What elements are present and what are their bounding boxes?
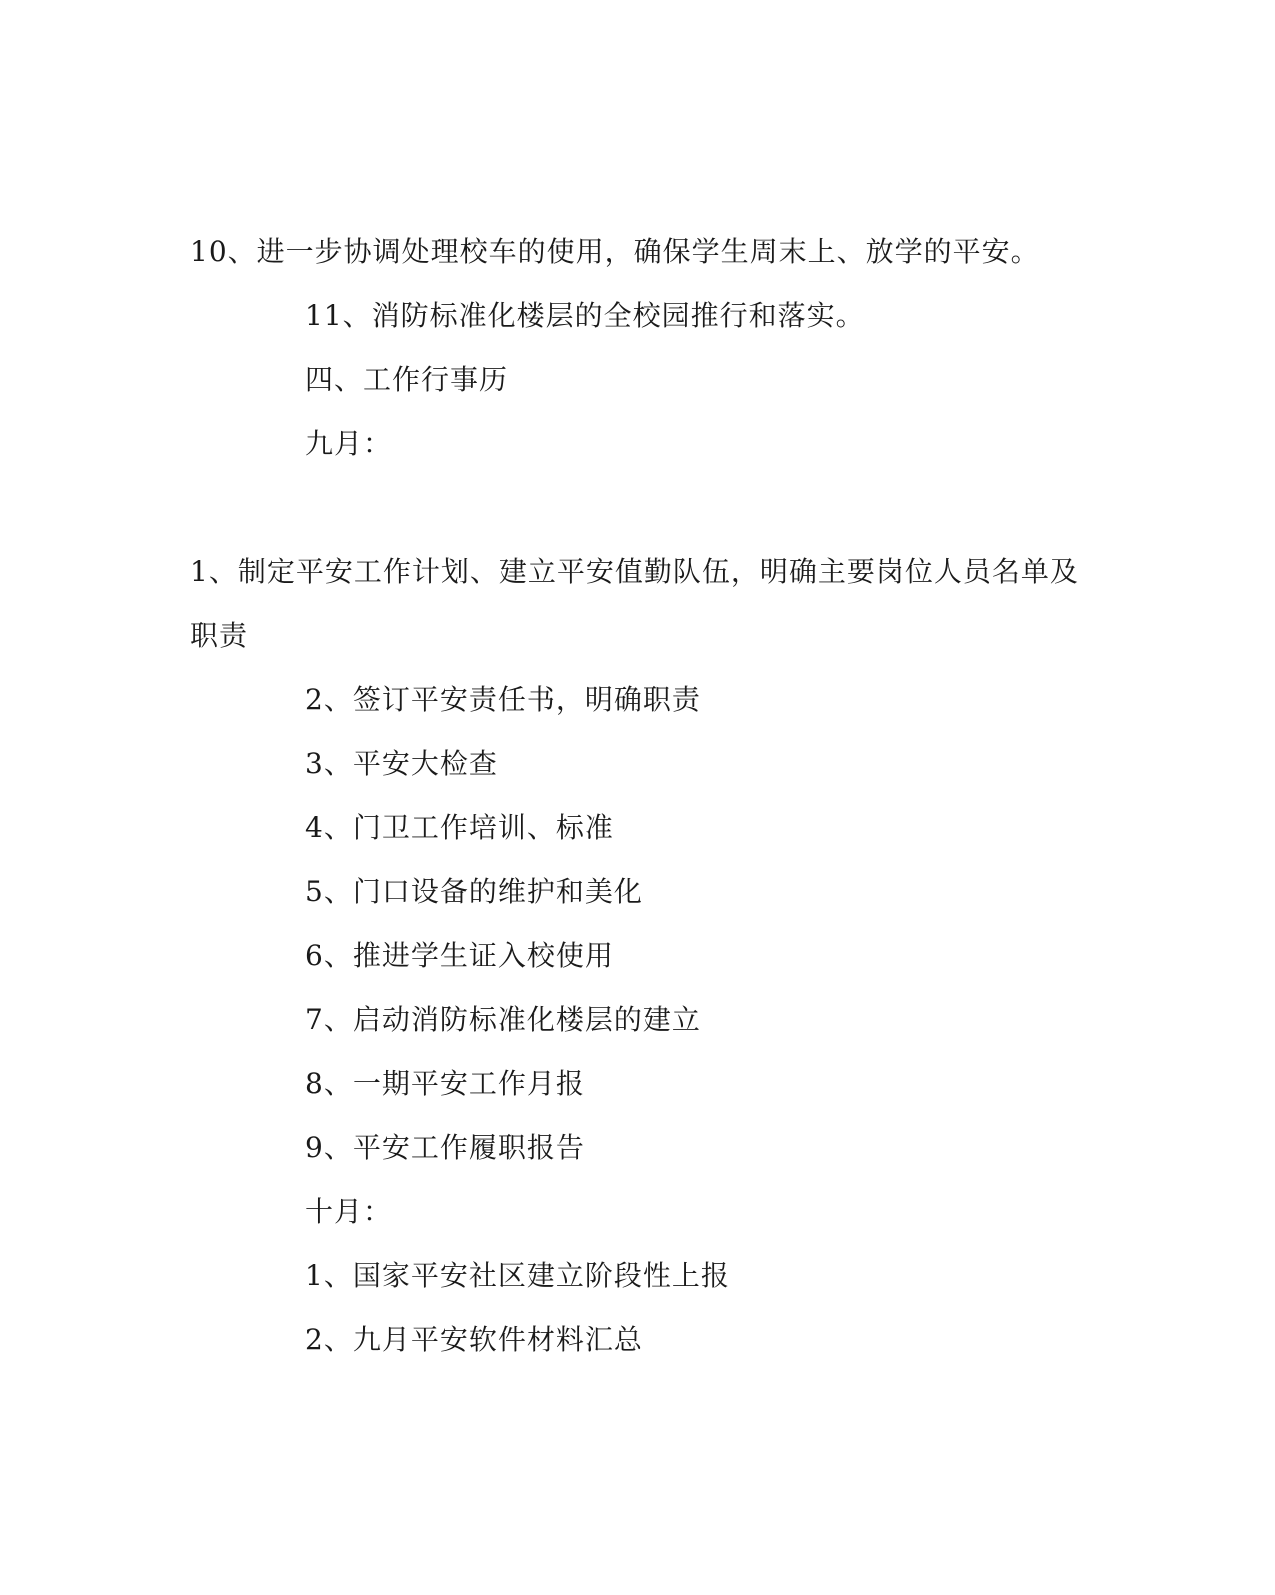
september-item-4: 4、门卫工作培训、标准 [305,811,614,844]
october-item-2: 2、九月平安软件材料汇总 [305,1323,643,1356]
september-item-1-cont: 职责 [190,619,249,652]
september-item-9: 9、平安工作履职报告 [305,1131,585,1164]
september-item-3: 3、平安大检查 [305,747,498,780]
september-item-2: 2、签订平安责任书，明确职责 [305,683,701,716]
paragraph-item-10: 10、进一步协调处理校车的使用，确保学生周末上、放学的平安。 [190,235,1040,268]
september-item-5: 5、门口设备的维护和美化 [305,875,643,908]
october-item-1: 1、国家平安社区建立阶段性上报 [305,1259,730,1292]
september-item-8: 8、一期平安工作月报 [305,1067,585,1100]
september-item-1: 1、制定平安工作计划、建立平安值勤队伍，明确主要岗位人员名单及 [190,555,1079,588]
paragraph-item-11: 11、消防标准化楼层的全校园推行和落实。 [305,299,865,332]
september-item-7: 7、启动消防标准化楼层的建立 [305,1003,701,1036]
month-heading-october: 十月： [305,1195,393,1228]
section-heading-calendar: 四、工作行事历 [305,363,509,396]
september-item-6: 6、推进学生证入校使用 [305,939,614,972]
month-heading-september: 九月： [305,427,393,460]
